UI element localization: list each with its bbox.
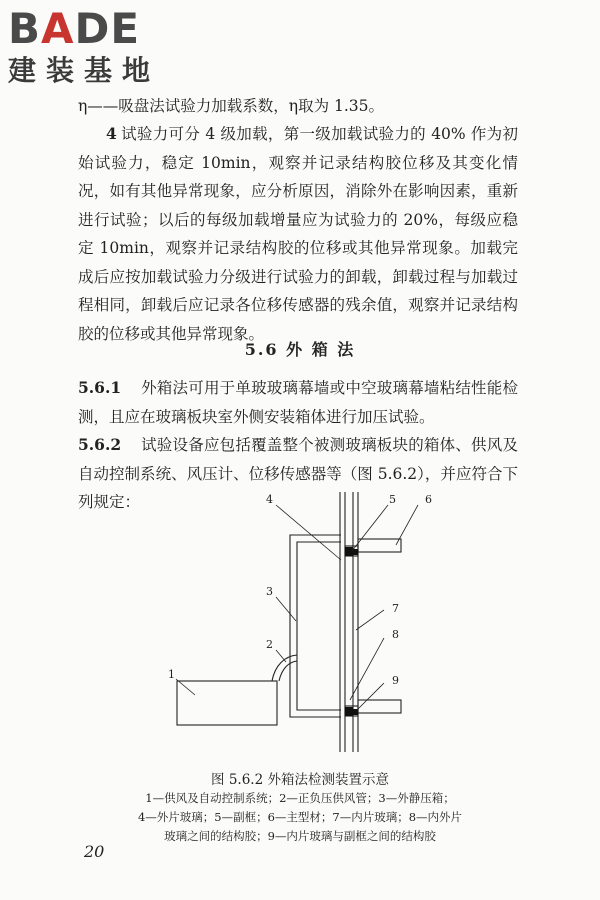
legend-line: 1—供风及自动控制系统；2—正负压供风管；3—外静压箱； bbox=[145, 791, 455, 805]
clause-number: 5.6.1 bbox=[78, 378, 122, 397]
clause-text: 外箱法可用于单玻玻璃幕墙或中空玻璃幕墙粘结性能检测，且应在玻璃板块室外侧安装箱体进行加压试验。 bbox=[78, 379, 518, 426]
figure-label: 2 bbox=[266, 638, 273, 651]
figure-label: 9 bbox=[392, 674, 399, 687]
clause-text: 试验设备应包括覆盖整个被测玻璃板块的箱体、供风及自动控制系统、风压计、位移传感器等（图 5.6.2），并应符合下列规定： bbox=[78, 436, 518, 511]
figure-label: 5 bbox=[389, 493, 396, 506]
sealant-inner-subframe bbox=[353, 549, 358, 555]
air-supply-control-system bbox=[177, 681, 277, 725]
figure-5-6-2-diagram bbox=[0, 490, 600, 760]
eta-definition: η——吸盘法试验力加载系数，η取为 1.35。 bbox=[78, 97, 385, 115]
legend-line: 4—外片玻璃；5—副框；6—主型材；7—内片玻璃；8—内外片 bbox=[137, 810, 463, 824]
logo-chinese-name: 建装基地 bbox=[8, 54, 161, 87]
figure-label: 6 bbox=[425, 493, 432, 506]
item-4-text: 试验力可分 4 级加载，第一级加载试验力的 40% 作为初始试验力，稳定 10min，观察并记录结构胶位移及其变化情况，如有其他异常现象，应分析原因，消除外在影响因素，重新进行试验；以后的每级加载增量应为试验力的 20%，每级应稳定 10min，观察并记录结构胶的位移或其他异常现象。加载完成后应按加载试验力分级进行试验力的卸载，卸载过程与加载过程相同，卸载后应记录各位移传感器的残余值，观察并记录结构胶的位移或其他异常现象。 bbox=[78, 125, 518, 343]
page-number: 20 bbox=[84, 842, 105, 861]
item-4-paragraph bbox=[78, 120, 518, 348]
item-4-number: 4 bbox=[106, 124, 117, 143]
figure-caption: 图 5.6.2 外箱法检测装置示意 bbox=[211, 772, 389, 788]
main-profile-top bbox=[358, 539, 401, 552]
brand-logo bbox=[8, 6, 160, 88]
main-profile-bottom bbox=[358, 700, 401, 713]
figure-label: 8 bbox=[392, 628, 399, 641]
logo-wordmark: BADE bbox=[8, 4, 141, 53]
figure-label: 3 bbox=[266, 585, 273, 598]
figure-label: 1 bbox=[168, 668, 175, 681]
legend-line: 玻璃之间的结构胶；9—内片玻璃与副框之间的结构胶 bbox=[164, 829, 436, 843]
figure-legend bbox=[100, 789, 500, 846]
sealant-between-panes bbox=[345, 547, 353, 556]
clause-number: 5.6.2 bbox=[78, 435, 122, 454]
static-pressure-box bbox=[290, 535, 341, 717]
figure-label: 7 bbox=[392, 602, 399, 615]
section-heading: 5.6 外 箱 法 bbox=[244, 340, 356, 359]
clause-5-6-1 bbox=[78, 374, 518, 431]
figure-label: 4 bbox=[266, 493, 273, 506]
